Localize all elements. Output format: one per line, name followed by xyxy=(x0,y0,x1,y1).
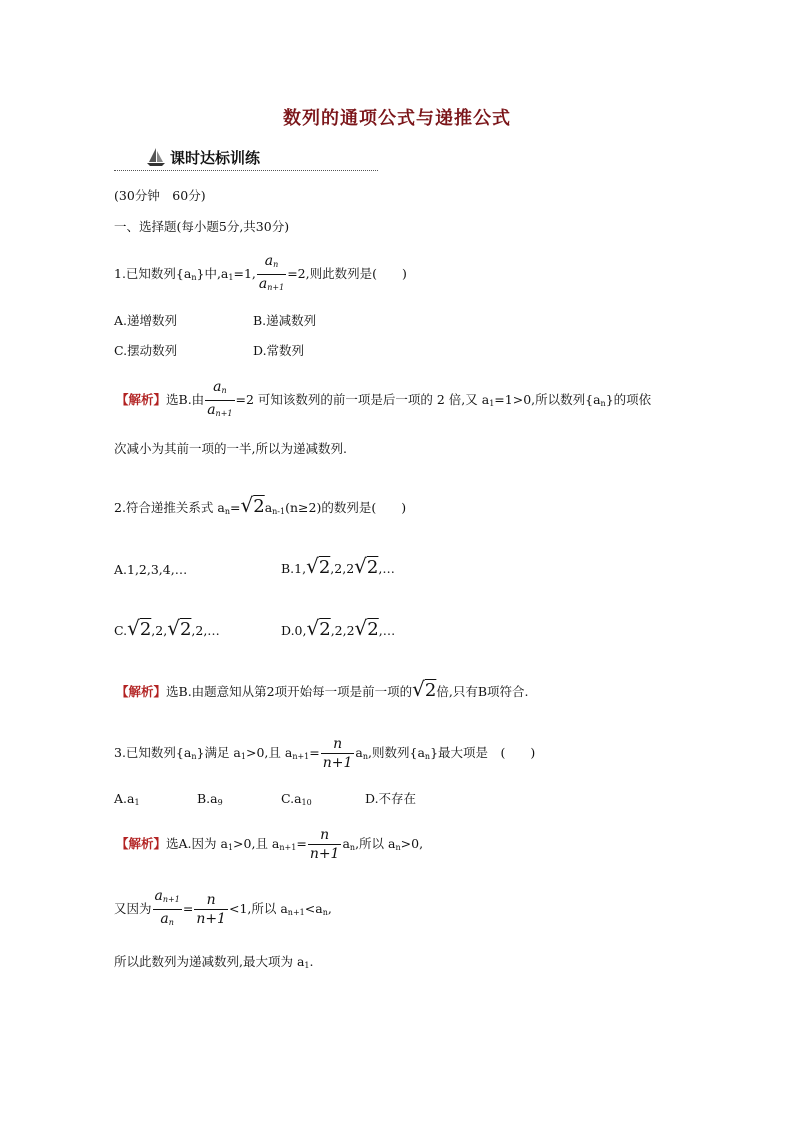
q1-analysis: 【解析】选B.由 $\frac{a_n}{a_{n+1}}$ =2 可知该数列的前一项是后一项的 2 倍,又 $a_1=1>0$,所以数列$\{a_n\}$的项依 xyxy=(116,378,651,423)
fraction: $\frac{n}{n+1}$ xyxy=(322,736,353,771)
part-heading: 一、选择题(每小题5分,共30分) xyxy=(114,219,290,234)
q1-option-a: A.递增数列 xyxy=(114,313,178,328)
q2-option-c: C.√2,2,√2,2,… xyxy=(114,616,220,640)
page-title: 数列的通项公式与递推公式 xyxy=(283,108,511,129)
q3-analysis-line3: 所以此数列为递减数列,最大项为 $a_1$. xyxy=(114,954,314,970)
fraction: $\frac{a_n}{a_{n+1}}$ xyxy=(207,379,233,418)
q2-option-a: A.1,2,3,4,… xyxy=(114,562,188,577)
fraction: $\frac{a_{n+1}}{a_n}$ xyxy=(154,888,180,927)
section-label: 课时达标训练 xyxy=(170,149,261,167)
fraction: $\frac{a_n}{a_{n+1}}$ xyxy=(258,253,285,292)
q1-option-c: C.摆动数列 xyxy=(114,343,178,358)
q1-analysis-line2: 次减小为其前一项的一半,所以为递减数列. xyxy=(114,441,347,456)
q3-option-b: $B.a_9$ xyxy=(197,791,223,807)
q3-analysis-line1: 【解析】选A.因为 $a_1>0$,且 $a_{n+1}=$ $\frac{n}{n+1}$ $a_n$,所以 $a_n>0$, xyxy=(116,827,424,862)
q3-option-c: $C.a_{10}$ xyxy=(281,791,312,807)
q2-analysis: 【解析】选B.由题意知从第2项开始每一项是前一项的√2倍,只有B项符合. xyxy=(116,677,529,701)
q2-option-d: D.0,√2,2,2√2,… xyxy=(281,616,396,640)
section-header xyxy=(114,147,378,171)
q3-option-d: D.不存在 xyxy=(365,791,417,806)
fraction: $\frac{n}{n+1}$ xyxy=(309,827,340,862)
q3-option-a: $A.a_1$ xyxy=(114,791,140,807)
q1-option-b: B.递减数列 xyxy=(253,313,317,328)
question-2: 2.符合递推关系式 $a_n=√2a_{n-1}(n\ge 2)$的数列是( ) xyxy=(114,493,407,517)
question-3: 3.已知数列$\{a_n\}$满足 $a_1>0$,且 $a_{n+1}=$ $\frac{n}{n+1}$ $a_n$,则数列$\{a_n\}$最大项是 ( ) xyxy=(114,736,536,771)
q1-option-d: D.常数列 xyxy=(253,343,305,358)
question-1: 1.已知数列$\{a_n\}$中$,a_1=1$, $\frac{a_n}{a_{n+1}}$ =2,则此数列是( ) xyxy=(114,252,407,297)
q2-option-b: B.1,√2,2,2√2,… xyxy=(281,554,395,578)
dotted-rule xyxy=(114,170,378,171)
time-limit: (30分钟 60分) xyxy=(114,188,206,203)
sailboat-icon xyxy=(146,147,166,167)
fraction: $\frac{n}{n+1}$ xyxy=(196,892,226,927)
q3-analysis-line2: 又因为 $\frac{a_{n+1}}{a_n}$ = $\frac{n}{n+1}$ <1,所以 $a_{n+1}<a_n$, xyxy=(114,887,332,932)
